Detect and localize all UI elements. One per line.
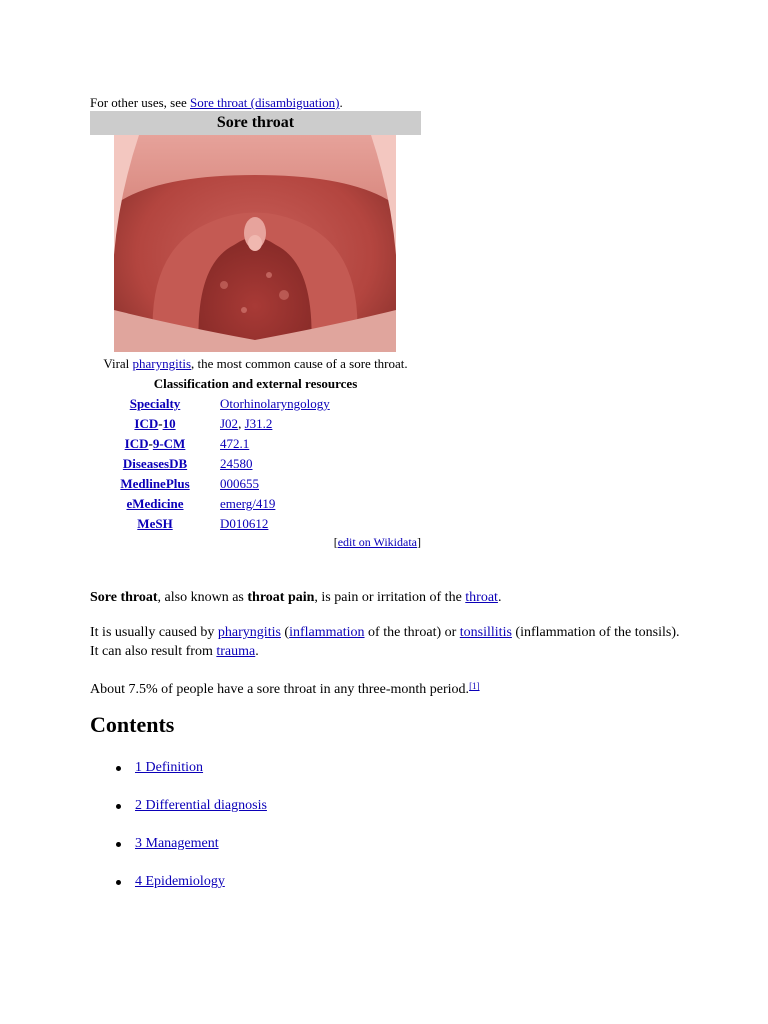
mesh-link[interactable]: MeSH <box>137 516 173 531</box>
emedicine-link[interactable]: eMedicine <box>126 496 184 511</box>
toc-definition-link[interactable]: 1 Definition <box>135 760 204 775</box>
term-sore-throat: Sore throat <box>90 590 158 605</box>
table-row <box>90 414 330 434</box>
throat-photo[interactable] <box>114 135 396 352</box>
row-value <box>220 454 330 474</box>
otorhinolaryngology-link[interactable]: Otorhinolaryngology <box>220 396 330 411</box>
list-item <box>90 756 267 794</box>
tonsillitis-link[interactable]: tonsillitis <box>459 625 512 640</box>
table-row <box>90 394 330 414</box>
row-label <box>90 434 220 454</box>
edit-on-wikidata-link[interactable]: edit on Wikidata <box>337 535 417 549</box>
disambiguation-link[interactable]: Sore throat (disambiguation) <box>190 95 340 110</box>
row-value <box>220 434 330 454</box>
text: , also known as <box>157 590 248 605</box>
table-row <box>90 514 330 534</box>
pharyngitis-link[interactable]: pharyngitis <box>217 625 281 640</box>
toc-differential-diagnosis-link[interactable]: 2 Differential diagnosis <box>135 798 267 813</box>
pharyngitis-link[interactable]: pharyngitis <box>132 356 192 371</box>
contents-heading: Contents <box>90 712 175 737</box>
bullet-icon <box>116 804 121 809</box>
bullet-icon <box>116 842 121 847</box>
bullet-icon <box>116 766 121 771</box>
text: ( <box>280 625 290 640</box>
value-sep: , <box>238 416 245 431</box>
toc-management-link[interactable]: 3 Management <box>135 836 219 851</box>
emedicine-code-link[interactable]: emerg/419 <box>220 496 276 511</box>
edit-close: ] <box>417 535 421 549</box>
icd-link[interactable]: ICD <box>124 436 149 451</box>
icd10-link[interactable]: 10 <box>162 416 176 431</box>
row-label <box>90 414 220 434</box>
text: of the throat) or <box>364 625 460 640</box>
table-row <box>90 494 330 514</box>
hatnote-suffix: . <box>339 95 343 110</box>
table-row <box>90 474 330 494</box>
table-row <box>90 454 330 474</box>
classification-heading: Classification and external resources <box>153 376 358 391</box>
caption-suffix: , the most common cause of a sore throat. <box>191 356 408 371</box>
intro-paragraph-2 <box>90 623 690 661</box>
diseasesdb-link[interactable]: DiseasesDB <box>122 456 188 471</box>
row-value <box>220 514 330 534</box>
row-label <box>90 474 220 494</box>
throat-link[interactable]: throat <box>465 590 498 605</box>
text: , is pain or irritation of the <box>314 590 466 605</box>
label-sep: - <box>148 436 153 451</box>
hatnote-prefix: For other uses, see <box>90 95 191 110</box>
toc-epidemiology-link[interactable]: 4 Epidemiology <box>135 874 225 889</box>
row-label <box>90 494 220 514</box>
icd9cm-link[interactable]: 9-CM <box>152 436 186 451</box>
row-value <box>220 394 330 414</box>
medlineplus-code-link[interactable]: 000655 <box>220 476 259 491</box>
text: It is usually caused by <box>90 625 218 640</box>
icd9-code-link[interactable]: 472.1 <box>220 436 250 451</box>
text: (inflammation of the tonsils). It can also result from <box>90 625 680 659</box>
row-value <box>220 494 330 514</box>
j31-link[interactable]: J31.2 <box>244 416 273 431</box>
medlineplus-link[interactable]: MedlinePlus <box>120 476 190 491</box>
infobox-caption <box>90 355 421 372</box>
row-value <box>220 414 330 434</box>
trauma-link[interactable]: trauma <box>216 644 256 659</box>
table-of-contents <box>90 756 267 908</box>
reference-link[interactable]: [1] <box>469 681 480 691</box>
list-item <box>90 794 267 832</box>
text: About 7.5% of people have a sore throat in any three-month period. <box>90 682 470 697</box>
hatnote <box>90 95 343 111</box>
inflammation-link[interactable]: inflammation <box>289 625 365 640</box>
mesh-code-link[interactable]: D010612 <box>220 516 269 531</box>
row-label <box>90 394 220 414</box>
bullet-icon <box>116 880 121 885</box>
wikidata-edit <box>90 534 421 550</box>
classification-table <box>90 394 330 534</box>
diseasesdb-code-link[interactable]: 24580 <box>220 456 253 471</box>
label-sep: - <box>158 416 163 431</box>
text: . <box>497 590 502 605</box>
edit-open: [ <box>333 535 338 549</box>
term-throat-pain: throat pain <box>247 590 315 605</box>
row-label <box>90 454 220 474</box>
j02-link[interactable]: J02 <box>220 416 239 431</box>
text: . <box>255 644 259 659</box>
intro-paragraph-3 <box>90 677 690 699</box>
intro-paragraph-1 <box>90 588 690 607</box>
table-row <box>90 434 330 454</box>
row-value <box>220 474 330 494</box>
list-item <box>90 870 267 908</box>
list-item <box>90 832 267 870</box>
infobox-title: Sore throat <box>90 111 421 135</box>
specialty-link[interactable]: Specialty <box>129 396 181 411</box>
infobox <box>90 111 421 550</box>
icd-link[interactable]: ICD <box>134 416 159 431</box>
row-label <box>90 514 220 534</box>
caption-prefix: Viral <box>103 356 133 371</box>
